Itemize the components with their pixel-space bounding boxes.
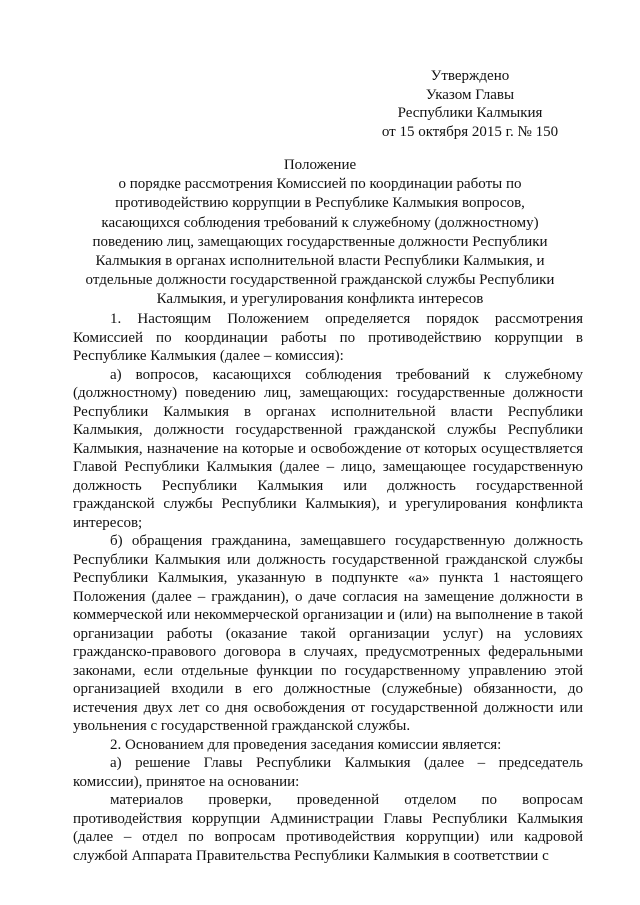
approval-line: Республики Калмыкия <box>397 105 543 121</box>
approval-line: Указом Главы <box>425 86 515 103</box>
title-line: отдельные должности государственной гражданской службы Республики <box>85 272 555 289</box>
approval-line: Утверждено <box>430 68 510 84</box>
title-line: касающихся соблюдения требований к служебному (должностному) <box>101 214 539 231</box>
document-body <box>73 310 583 865</box>
document-title <box>60 156 580 310</box>
approval-block <box>360 67 580 141</box>
paragraph-1: 1. Настоящим Положением определяется порядок рассмотрения Комиссией по координации работы по противодействию коррупции в Республике Калмыкия (далее – комиссия): <box>73 311 583 364</box>
paragraph-2a: а) решение Главы Республики Калмыкия (далее – председатель комиссии), принятое на основании: <box>73 755 583 790</box>
title-line: Калмыкия, и урегулирования конфликта интересов <box>156 291 484 308</box>
title-line: противодействию коррупции в Республике Калмыкия вопросов, <box>115 195 525 212</box>
title-heading: Положение <box>283 157 357 173</box>
paragraph-1a: а) вопросов, касающихся соблюдения требований к служебному (должностному) поведению лиц, замещающих: государственные должности Республики Калмыкия в органах исполнительной власти Республики Калмыкия, должности государственной гражданской службы Республики Калмыкия, назначение на которые и освобождение от которых осуществляется Главой Республики Калмыкия (далее – лицо, замещающее государственную должность Республики Калмыкия или должность государственной гражданской службы Республики Калмыкия), и урегулирования конфликта интересов; <box>73 366 583 531</box>
paragraph-1b: б) обращения гражданина, замещавшего государственную должность Республики Калмыкия или должность государственной гражданской службы Республики Калмыкия, указанную в подпункте «а» пункта 1 настоящего Положения (далее – гражданин), о даче согласия на замещение должности в коммерческой или некоммерческой организации и (или) на выполнение в такой организации работы (оказание такой организации услуг) на условиях гражданско-правового договора в случаях, предусмотренных федеральными законами, если отдельные функции по государственному управлению этой организацией входили в его должностные (служебные) обязанности, до истечения двух лет со дня освобождения от государственной должности или увольнения с государственной гражданской службы. <box>73 533 583 734</box>
title-line: поведению лиц, замещающих государственные должности Республики <box>92 233 548 250</box>
title-line: Калмыкия в органах исполнительной власти Республики Калмыкия, и <box>95 253 545 270</box>
approval-line: от 15 октября 2015 г. № 150 <box>381 123 559 140</box>
paragraph-2a-materials: материалов проверки, проведенной отделом по вопросам противодействия коррупции Администрации Главы Республики Калмыкия (далее – отдел по вопросам противодействия коррупции) или кадровой службой Аппарата Правительства Республики Калмыкия в соответствии с <box>73 792 583 864</box>
title-line: о порядке рассмотрения Комиссией по координации работы по <box>118 176 522 193</box>
paragraph-2: 2. Основанием для проведения заседания комиссии является: <box>110 736 502 753</box>
